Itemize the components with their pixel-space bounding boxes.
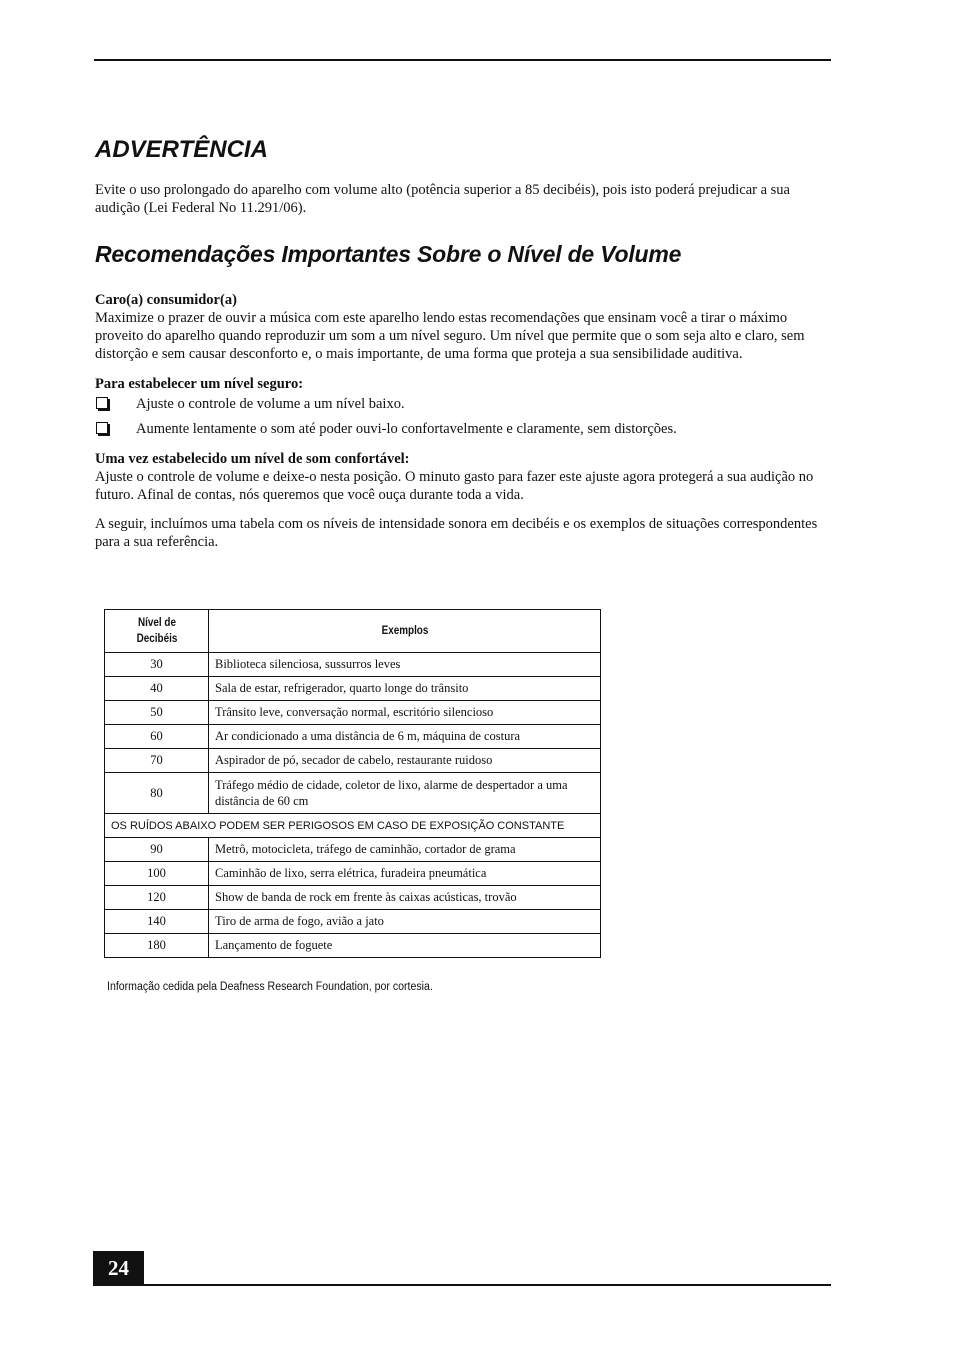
top-rule (94, 59, 831, 61)
table-row (105, 701, 601, 725)
cell-example: Metrô, motocicleta, tráfego de caminhão, cortador de grama (209, 838, 601, 862)
comfort-paragraph: Ajuste o controle de volume e deixe-o nesta posição. O minuto gasto para fazer este ajuste agora protegerá a sua audição no futuro. Afinal de contas, nós queremos que você ouça durante toda a vida. (95, 469, 814, 503)
cell-example: Show de banda de rock em frente às caixas acústicas, trovão (209, 886, 601, 910)
comfort-heading: Uma vez estabelecido um nível de som confortável: (95, 451, 410, 467)
cell-example: Biblioteca silenciosa, sussurros leves (209, 653, 601, 677)
table-row (105, 749, 601, 773)
table-row (105, 910, 601, 934)
table-header-row (105, 610, 601, 653)
cell-example: Lançamento de foguete (209, 934, 601, 958)
cell-level: 60 (105, 725, 209, 749)
checklist-item (95, 395, 830, 413)
cell-level: 100 (105, 862, 209, 886)
cell-example: Tiro de arma de fogo, avião a jato (209, 910, 601, 934)
danger-note: OS RUÍDOS ABAIXO PODEM SER PERIGOSOS EM CASO DE EXPOSIÇÃO CONSTANTE (105, 814, 601, 838)
danger-note-row (105, 814, 601, 838)
cell-example: Aspirador de pó, secador de cabelo, restaurante ruidoso (209, 749, 601, 773)
page-content (95, 132, 830, 551)
checklist (95, 395, 830, 438)
table-row (105, 677, 601, 701)
cell-level: 40 (105, 677, 209, 701)
bottom-rule (93, 1284, 831, 1286)
cell-example: Sala de estar, refrigerador, quarto longe do trânsito (209, 677, 601, 701)
decibel-table-wrapper (104, 609, 601, 958)
checklist-item-text: Aumente lentamente o som até poder ouvi-lo confortavelmente e claramente, sem distorções. (136, 421, 677, 437)
page-number: 24 (93, 1251, 144, 1286)
table-row (105, 773, 601, 814)
section-title: Recomendações Importantes Sobre o Nível de Volume (95, 241, 682, 267)
table-row (105, 725, 601, 749)
table-row (105, 838, 601, 862)
decibel-table (104, 609, 601, 958)
checklist-item-text: Ajuste o controle de volume a um nível baixo. (136, 396, 405, 412)
header-level: Nível de Decibéis (112, 610, 201, 653)
table-intro-paragraph: A seguir, incluímos uma tabela com os níveis de intensidade sonora em decibéis e os exemplos de situações correspondentes para a sua referência. (95, 516, 818, 550)
warning-title: ADVERTÊNCIA (95, 136, 268, 163)
cell-example: Ar condicionado a uma distância de 6 m, máquina de costura (209, 725, 601, 749)
cell-level: 50 (105, 701, 209, 725)
intro-paragraph: Maximize o prazer de ouvir a música com este aparelho lendo estas recomendações que ensinam você a tirar o máximo proveito do aparelho quando reproduzir um som a um nível seguro. Um nível que permite que o som seja alto e claro, sem distorção e sem causar desconforto e, o mais importante, de uma forma que proteja a sua sensibilidade auditiva. (95, 310, 805, 362)
cell-level: 140 (105, 910, 209, 934)
checkbox-icon (96, 422, 108, 434)
checklist-item (95, 420, 830, 438)
cell-example: Trânsito leve, conversação normal, escritório silencioso (209, 701, 601, 725)
cell-example: Tráfego médio de cidade, coletor de lixo, alarme de despertador a uma distância de 60 cm (209, 773, 601, 814)
warning-text: Evite o uso prolongado do aparelho com volume alto (potência superior a 85 decibéis), pois isto poderá prejudicar a sua audição (Lei Federal No 11.291/06). (95, 182, 790, 216)
table-row (105, 934, 601, 958)
cell-level: 70 (105, 749, 209, 773)
cell-example: Caminhão de lixo, serra elétrica, furadeira pneumática (209, 862, 601, 886)
greeting-heading: Caro(a) consumidor(a) (95, 292, 237, 308)
table-row (105, 653, 601, 677)
cell-level: 30 (105, 653, 209, 677)
table-row (105, 886, 601, 910)
table-caption: Informação cedida pela Deafness Research Foundation, por cortesia. (107, 981, 433, 993)
table-row (105, 862, 601, 886)
cell-level: 180 (105, 934, 209, 958)
cell-level: 80 (105, 773, 209, 814)
cell-level: 90 (105, 838, 209, 862)
checkbox-icon (96, 397, 108, 409)
safe-level-heading: Para estabelecer um nível seguro: (95, 376, 304, 392)
header-examples: Exemplos (236, 610, 573, 653)
cell-level: 120 (105, 886, 209, 910)
